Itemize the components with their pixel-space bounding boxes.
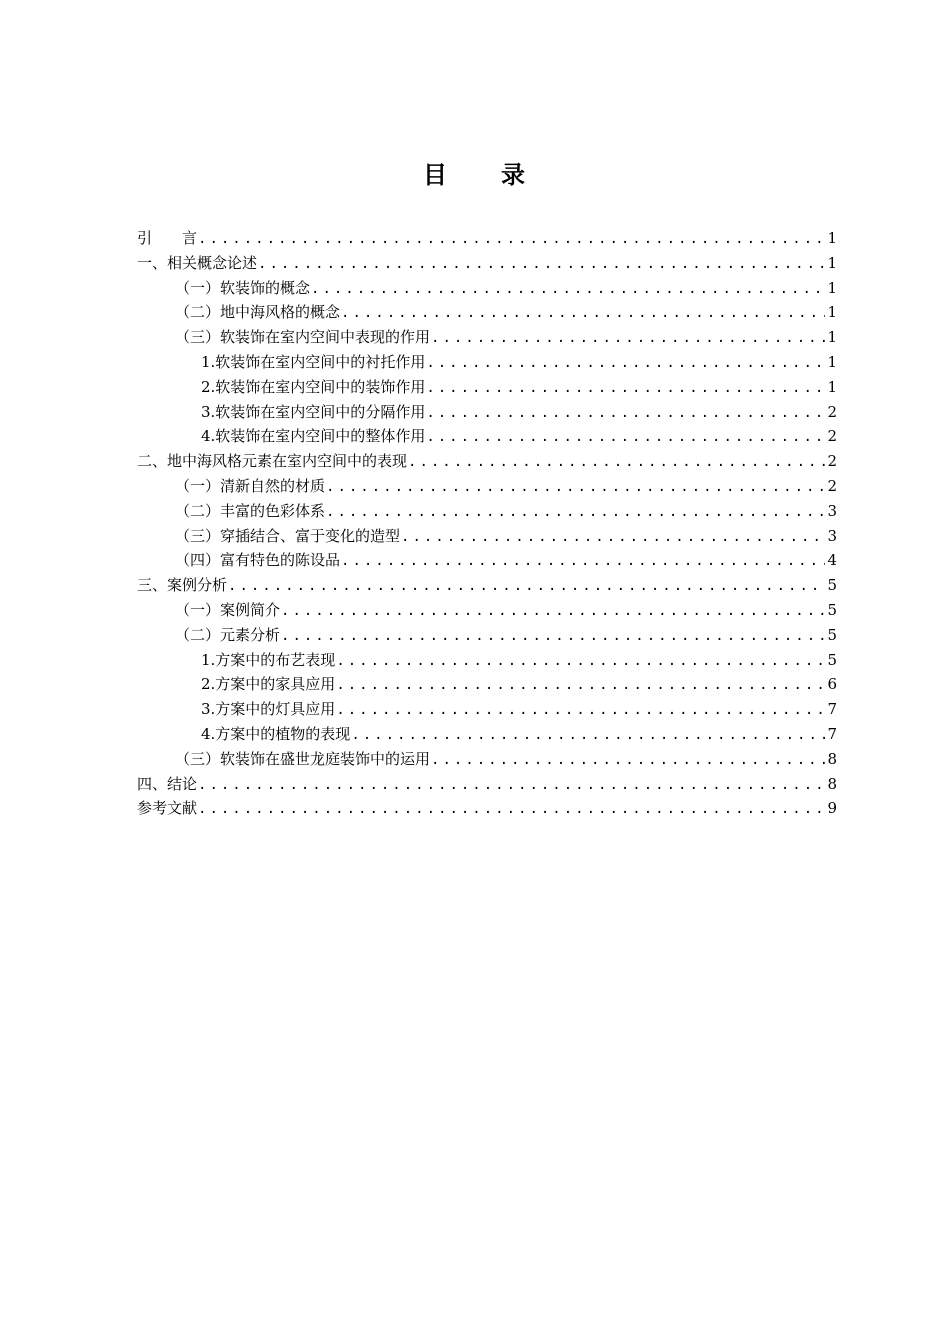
toc-entry-page-number: 1 xyxy=(827,253,837,272)
toc-entry[interactable] xyxy=(137,474,837,499)
toc-entry-page-number: 3 xyxy=(827,501,837,520)
toc-entry-label: 引 言 xyxy=(137,229,198,247)
toc-dot-leader xyxy=(198,227,825,252)
toc-entry-page-number: 5 xyxy=(827,650,837,669)
toc-entry[interactable] xyxy=(137,747,837,772)
toc-dot-leader xyxy=(281,624,825,649)
toc-entry[interactable] xyxy=(137,573,837,598)
toc-entry[interactable] xyxy=(137,251,837,276)
toc-dot-leader xyxy=(431,326,825,351)
toc-entry-label: 3.软装饰在室内空间中的分隔作用 xyxy=(201,402,426,421)
toc-entry-label: （三）穿插结合、富于变化的造型 xyxy=(175,526,401,545)
toc-entry-page-number: 3 xyxy=(827,526,837,545)
toc-entry-page-number: 2 xyxy=(827,452,837,471)
toc-entry-label: （三）软装饰在盛世龙庭装饰中的运用 xyxy=(175,749,431,768)
toc-entry[interactable] xyxy=(137,772,837,797)
toc-entry-label: 2.软装饰在室内空间中的装饰作用 xyxy=(201,377,426,396)
toc-entry-label: 参考文献 xyxy=(137,799,198,818)
toc-dot-leader xyxy=(311,277,825,302)
toc-dot-leader xyxy=(341,301,825,326)
toc-dot-leader xyxy=(426,376,825,401)
toc-entry-page-number: 5 xyxy=(827,600,837,619)
toc-entry-label: 1.方案中的布艺表现 xyxy=(201,650,336,669)
toc-entry-page-number: 1 xyxy=(827,229,837,247)
toc-entry-page-number: 1 xyxy=(827,278,837,297)
toc-dot-leader xyxy=(426,351,825,376)
toc-entry[interactable] xyxy=(137,598,837,623)
toc-entry-label: 1.软装饰在室内空间中的衬托作用 xyxy=(201,352,426,371)
toc-entry-page-number: 8 xyxy=(827,749,837,768)
toc-entry[interactable] xyxy=(137,325,837,350)
toc-dot-leader xyxy=(228,574,825,599)
toc-entry-label: 一、相关概念论述 xyxy=(137,253,258,272)
toc-entry[interactable] xyxy=(137,672,837,697)
toc-entry-page-number: 1 xyxy=(827,328,837,347)
toc-entry[interactable] xyxy=(137,648,837,673)
toc-entry[interactable] xyxy=(137,548,837,573)
toc-entry-label: 三、案例分析 xyxy=(137,576,228,595)
toc-entry-label: （三）软装饰在室内空间中表现的作用 xyxy=(175,328,431,347)
toc-entry-page-number: 5 xyxy=(827,576,837,595)
toc-entry-label: 4.软装饰在室内空间中的整体作用 xyxy=(201,427,426,446)
toc-entry-label: （一）软装饰的概念 xyxy=(175,278,311,297)
toc-dot-leader xyxy=(326,500,825,525)
toc-entry[interactable] xyxy=(137,697,837,722)
toc-entry-page-number: 1 xyxy=(827,352,837,371)
toc-entry-label: 4.方案中的植物的表现 xyxy=(201,724,351,743)
toc-entry[interactable] xyxy=(137,400,837,425)
toc-entry[interactable] xyxy=(137,623,837,648)
toc-entry-label: （二）地中海风格的概念 xyxy=(175,303,341,322)
toc-entry-label: 二、地中海风格元素在室内空间中的表现 xyxy=(137,452,408,471)
toc-dot-leader xyxy=(258,252,825,277)
toc-entry-label: （一）案例简介 xyxy=(175,600,281,619)
toc-entry-label: （四）富有特色的陈设品 xyxy=(175,551,341,570)
toc-dot-leader xyxy=(326,475,825,500)
toc-entry-page-number: 2 xyxy=(827,476,837,495)
toc-dot-leader xyxy=(431,748,825,773)
toc-entry-label: （二）元素分析 xyxy=(175,625,281,644)
toc-entry-page-number: 6 xyxy=(827,675,837,694)
toc-entry-label: （一）清新自然的材质 xyxy=(175,476,326,495)
toc-entry-page-number: 2 xyxy=(827,402,837,421)
toc-entry[interactable] xyxy=(137,796,837,821)
toc-dot-leader xyxy=(198,773,825,798)
toc-entry-label: （二）丰富的色彩体系 xyxy=(175,501,326,520)
toc-entry[interactable] xyxy=(137,375,837,400)
toc-dot-leader xyxy=(198,797,825,822)
toc-dot-leader xyxy=(336,649,825,674)
toc-entry-label: 四、结论 xyxy=(137,774,198,793)
toc-entry-page-number: 8 xyxy=(827,774,837,793)
toc-entry-page-number: 9 xyxy=(827,799,837,818)
toc-entry[interactable] xyxy=(137,226,837,251)
toc-entry-page-number: 5 xyxy=(827,625,837,644)
toc-entry-label: 3.方案中的灯具应用 xyxy=(201,700,336,719)
toc-entry[interactable] xyxy=(137,499,837,524)
toc-entry-page-number: 7 xyxy=(827,700,837,719)
toc-entry[interactable] xyxy=(137,524,837,549)
toc-entry[interactable] xyxy=(137,424,837,449)
toc-entry-page-number: 2 xyxy=(827,427,837,446)
toc-dot-leader xyxy=(426,425,825,450)
table-of-contents xyxy=(137,226,837,821)
toc-entry[interactable] xyxy=(137,300,837,325)
toc-entry[interactable] xyxy=(137,350,837,375)
toc-entry-page-number: 1 xyxy=(827,303,837,322)
toc-entry[interactable] xyxy=(137,449,837,474)
toc-dot-leader xyxy=(426,401,825,426)
toc-dot-leader xyxy=(401,525,825,550)
page-title: 目 录 xyxy=(423,161,527,189)
toc-dot-leader xyxy=(281,599,825,624)
toc-entry-page-number: 1 xyxy=(827,377,837,396)
toc-entry-label: 2.方案中的家具应用 xyxy=(201,675,336,694)
toc-entry-page-number: 4 xyxy=(827,551,837,570)
toc-dot-leader xyxy=(341,549,825,574)
toc-dot-leader xyxy=(351,723,825,748)
toc-dot-leader xyxy=(336,673,825,698)
toc-dot-leader xyxy=(408,450,825,475)
toc-entry-page-number: 7 xyxy=(827,724,837,743)
toc-entry[interactable] xyxy=(137,276,837,301)
toc-entry[interactable] xyxy=(137,722,837,747)
toc-dot-leader xyxy=(336,698,825,723)
